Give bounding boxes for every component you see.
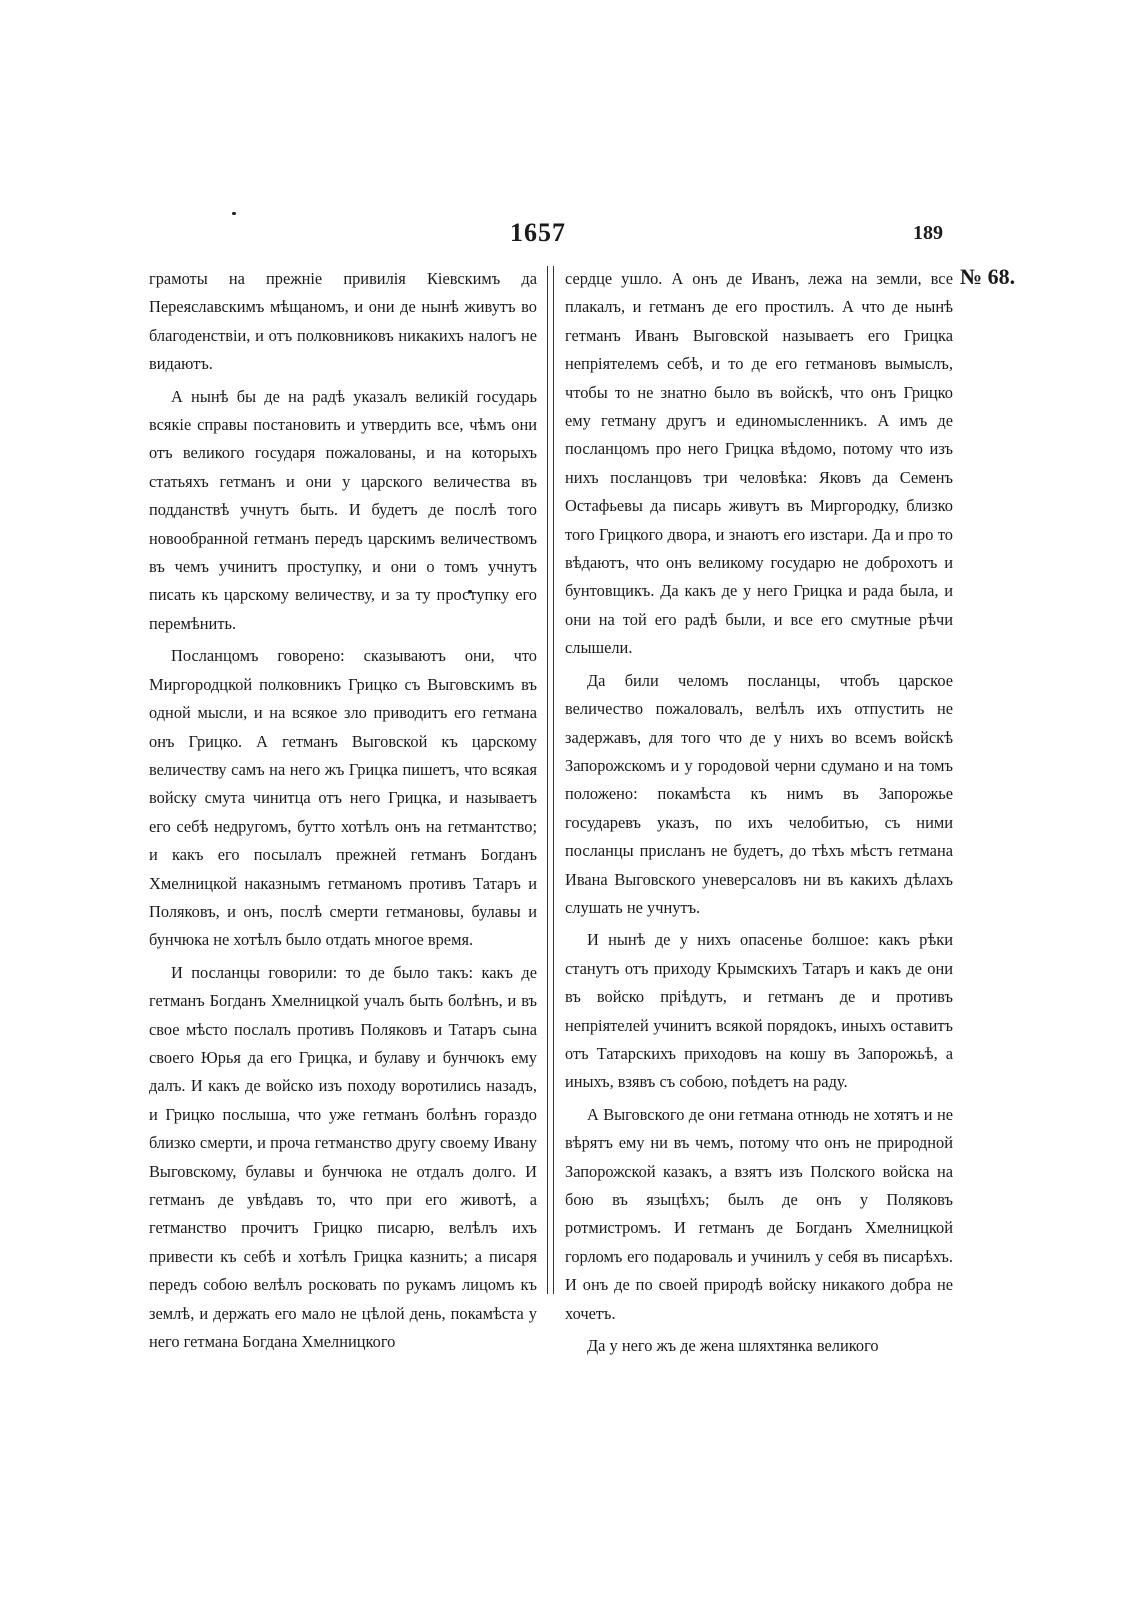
- page-number: 189: [913, 222, 943, 244]
- paragraph: сердце ушло. А онъ де Иванъ, лежа на земли, все плакалъ, и гетманъ де его простилъ. А что де нынѣ гетманъ Иванъ Выговской называетъ его Грицка непріятелемъ себѣ, и то де его гетмановъ вымыслъ, чтобы то не знатно было въ войскѣ, что онъ Грицко ему гетману другъ и единомысленникъ. А имъ де посланцомъ про него Грицка вѣдомо, потому что изъ нихъ посланцовъ три человѣка: Яковъ да Семенъ Остафьевы да писарь живутъ въ Миргородку, близко того Грицкого двора, и знаютъ его изстари. Да и про то вѣдаютъ, что онъ великому государю не доброхотъ и бунтовщикъ. Да какъ де у него Грицка и рада была, и они на той его радѣ были, и все его смутные рѣчи слышели.: [565, 269, 953, 658]
- paragraph: А нынѣ бы де на радѣ указалъ великій государь всякіе справы постановить и утвердить все, чѣмъ они отъ великого государя пожалованы, и на которыхъ статьяхъ гетманъ и они у царского величества въ подданствѣ учнутъ быть. И будетъ де послѣ того новообранной гетманъ передъ царскимъ величествомъ въ чемъ учинитъ проступку, и они о томъ учнутъ писать къ царскому величеству, и за ту проступку его перемѣнить.: [149, 386, 537, 633]
- page-header-year: 1657: [510, 218, 566, 247]
- paragraph: Да у него жъ де жена шляхтянка великого: [587, 1336, 879, 1356]
- paragraph: И нынѣ де у нихъ опасенье болшое: какъ рѣки станутъ отъ приходу Крымскихъ Татаръ и какъ де они въ войско пріѣдутъ, и гетманъ де и противъ непріятелей учинитъ всякой порядокъ, иныхъ оставитъ отъ Татарскихъ приходовъ на кошу въ Запорожьѣ, а иныхъ, взявъ съ собою, поѣдетъ на раду.: [565, 930, 953, 1092]
- ink-speck: [232, 212, 236, 215]
- document-number: № 68.: [960, 264, 1016, 289]
- column-divider: [547, 266, 554, 1294]
- left-column: [149, 265, 537, 1360]
- right-column: [565, 265, 953, 1364]
- paragraph: А Выговского де они гетмана отнюдь не хотятъ и не вѣрятъ ему ни въ чемъ, потому что онъ не природной Запорожской казакъ, а взятъ изъ Полского войска на бою въ языцѣхъ; былъ де онъ у Поляковъ ротмистромъ. И гетманъ де Богданъ Хмелницкой горломъ его подароваль и учинилъ у себя въ писарѣхъ. И онъ де по своей природѣ войску никакого добра не хочетъ.: [565, 1104, 953, 1323]
- paragraph: Да били челомъ посланцы, чтобъ царское величество пожаловалъ, велѣлъ ихъ отпустить не задержавъ, для того что де у нихъ во всемъ войскѣ Запорожскомъ и у городовой черни сдумано и на томъ положено: покамѣста къ нимъ въ Запорожье государевъ указъ, по ихъ челобитью, съ ними посланцы присланъ не будетъ, до тѣхъ мѣстъ гетмана Ивана Выговского уневерсаловъ ни въ какихъ дѣлахъ слушать не учнутъ.: [565, 670, 953, 917]
- paragraph: И посланцы говорили: то де было такъ: какъ де гетманъ Богданъ Хмелницкой учалъ быть болѣнъ, и въ свое мѣсто послалъ противъ Поляковъ и Татаръ сына своего Юрья да его Грицка, и булаву и бунчюкъ ему далъ. И какъ де войско изъ походу воротились назадъ, и Грицко послыша, что уже гетманъ болѣнъ гораздо близко смерти, и проча гетманство другу своему Ивану Выговскому, булавы и бунчюка не отдалъ долго. И гетманъ де увѣдавъ то, что при его животѣ, а гетманство прочитъ Грицко писарю, велѣлъ ихъ привести къ себѣ и хотѣлъ Грицка казнить; а писаря передъ собою велѣлъ росковать по рукамъ лицомъ къ землѣ, и держать его мало не цѣлой день, покамѣста у него гетмана Богдана Хмелницкого: [149, 962, 537, 1352]
- paragraph: Посланцомъ говорено: сказываютъ они, что Миргородцкой полковникъ Грицко съ Выговскимъ въ одной мысли, и на всякое зло приводитъ его гетмана онъ Грицко. А гетманъ Выговской къ царскому величеству самъ на него жъ Грицка пишетъ, что всякая войску смута чинитца отъ него Грицка, и называетъ его себѣ недругомъ, бутто хотѣлъ онъ на гетмантство; и какъ его посылалъ прежней гетманъ Богданъ Хмелницкой наказнымъ гетманомъ противъ Татаръ и Поляковъ, и онъ, послѣ смерти гетмановы, булавы и бунчюка не хотѣлъ было отдать многое время.: [149, 646, 537, 950]
- paragraph: грамоты на прежніе привилія Кіевскимъ да Переяславскимъ мѣщаномъ, и они де нынѣ живутъ во благоденствіи, и отъ полковниковъ никакихъ налогъ не видаютъ.: [149, 269, 537, 374]
